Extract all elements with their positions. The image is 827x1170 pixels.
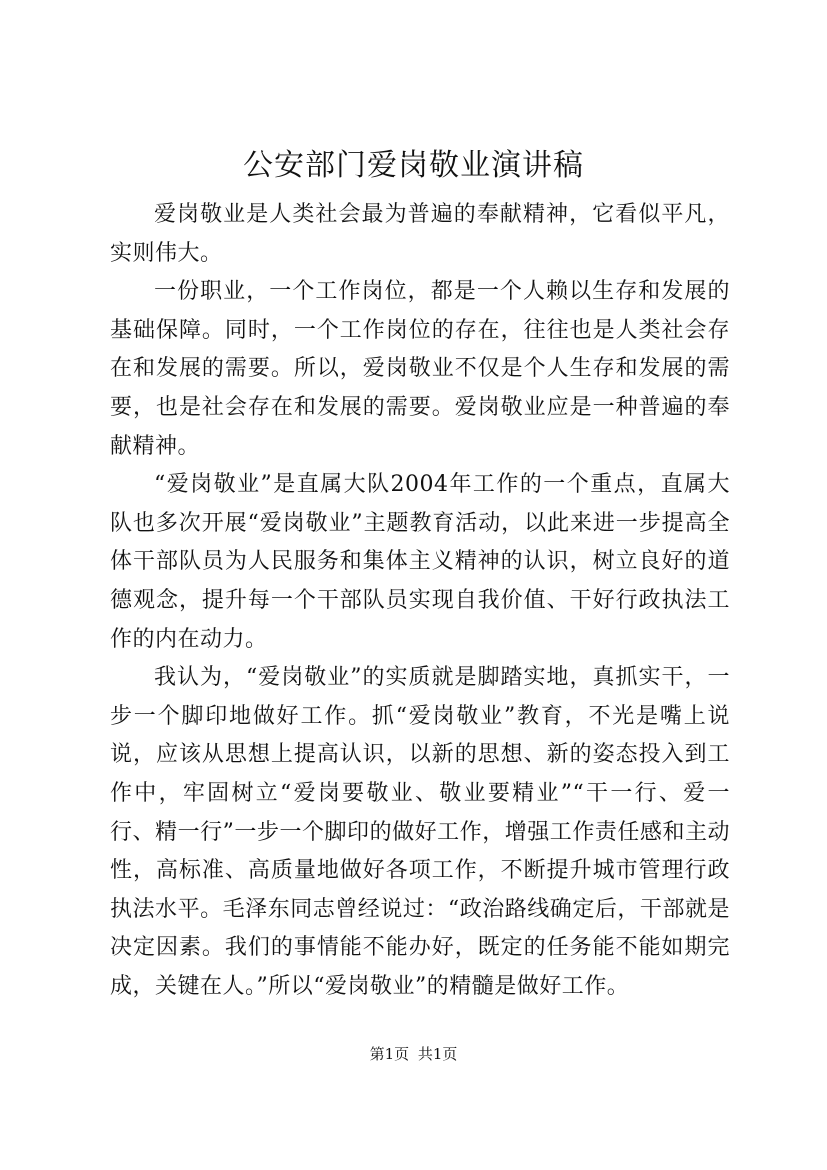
document-body [110, 196, 730, 1006]
paragraph: 爱岗敬业是人类社会最为普遍的奉献精神，它看似平凡，实则伟大。 [110, 202, 730, 266]
page-footer [0, 1044, 827, 1064]
document-title: 公安部门爱岗敬业演讲稿 [243, 148, 584, 183]
total-pages: 共1页 [417, 1045, 458, 1063]
paragraph: “爱岗敬业”是直属大队2004年工作的一个重点，直属大队也多次开展“爱岗敬业”主题教育活动，以此来进一步提高全体干部队员为人民服务和集体主义精神的认识，树立良好的道德观念，提升每一个干部队员实现自我价值、干好行政执法工作的内在动力。 [110, 472, 730, 652]
paragraph: 一份职业，一个工作岗位，都是一个人赖以生存和发展的基础保障。同时，一个工作岗位的存在，往往也是人类社会存在和发展的需要。所以，爱岗敬业不仅是个人生存和发展的需要，也是社会存在和发展的需要。爱岗敬业应是一种普遍的奉献精神。 [110, 279, 730, 459]
page-number: 第1页 [369, 1045, 410, 1063]
paragraph: 我认为，“爱岗敬业”的实质就是脚踏实地，真抓实干，一步一个脚印地做好工作。抓“爱岗敬业”教育，不光是嘴上说说，应该从思想上提高认识，以新的思想、新的姿态投入到工作中，牢固树立“爱岗要敬业、敬业要精业”“干一行、爱一行、精一行”一步一个脚印的做好工作，增强工作责任感和主动性，高标准、高质量地做好各项工作，不断提升城市管理行政执法水平。毛泽东同志曾经说过：“政治路线确定后，干部就是决定因素。我们的事情能不能办好，既定的任务能不能如期完成，关键在人。”所以“爱岗敬业”的精髓是做好工作。 [110, 665, 730, 999]
